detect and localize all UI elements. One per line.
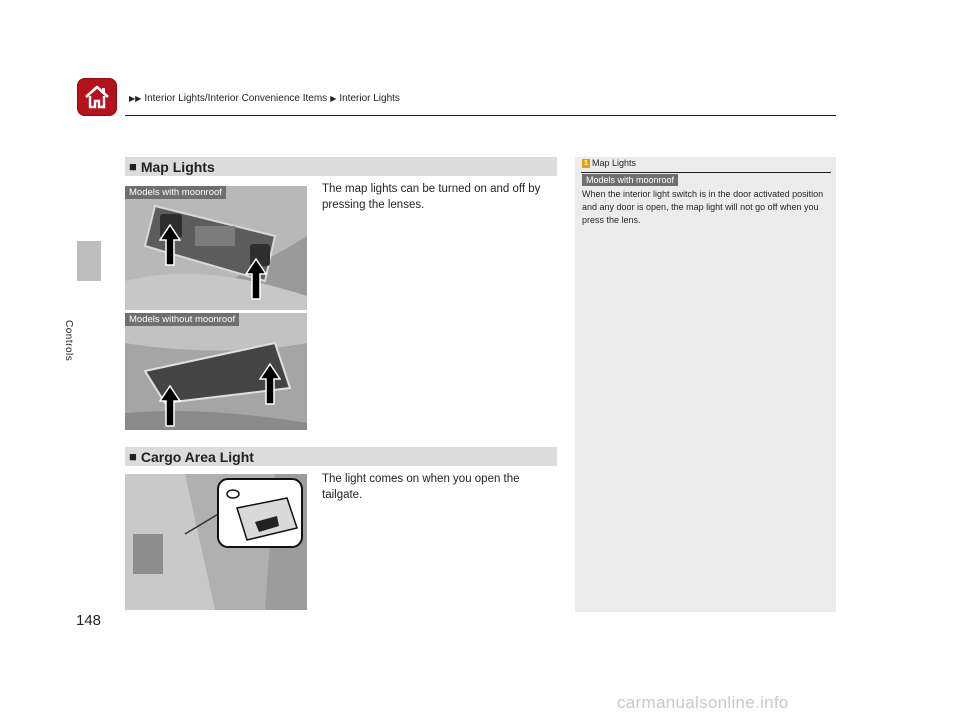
up-arrow-icon bbox=[159, 224, 181, 266]
breadcrumb-item[interactable]: Interior Lights bbox=[339, 93, 400, 104]
page-number: 148 bbox=[76, 612, 102, 629]
map-light-no-moonroof-image bbox=[125, 313, 307, 430]
square-bullet-icon: ■ bbox=[129, 449, 137, 464]
note-title-text: Map Lights bbox=[592, 158, 637, 168]
side-tab-marker bbox=[77, 241, 101, 281]
home-button[interactable] bbox=[77, 78, 117, 116]
map-lights-description: The map lights can be turned on and off by pressing the lenses. bbox=[322, 183, 541, 211]
image-label: Models with moonroof bbox=[125, 186, 226, 199]
note-icon: 1 bbox=[582, 159, 590, 168]
breadcrumb-arrow-icon: ▶ bbox=[330, 93, 337, 103]
section-title: Cargo Area Light bbox=[140, 448, 254, 465]
section-title: Map Lights bbox=[140, 158, 215, 175]
header-divider bbox=[125, 115, 836, 116]
note-divider bbox=[581, 172, 831, 173]
cargo-light-description: The light comes on when you open the tailgate. bbox=[322, 473, 520, 501]
map-light-moonroof-image bbox=[125, 186, 307, 310]
side-tab-label: Controls bbox=[63, 320, 74, 362]
light-detail-callout bbox=[217, 478, 303, 548]
section-heading-cargo-area-light bbox=[125, 447, 557, 466]
breadcrumb bbox=[129, 93, 400, 104]
up-arrow-icon bbox=[259, 363, 281, 405]
breadcrumb-arrow-icon: ▶▶ bbox=[129, 93, 142, 103]
note-text: When the interior light switch is in the door activated position and any door is open, the map light will not go off when you press the lens. bbox=[582, 189, 824, 225]
section-heading-map-lights bbox=[125, 157, 557, 176]
cargo-area-light-image bbox=[125, 474, 307, 610]
up-arrow-icon bbox=[159, 385, 181, 427]
overhead-console-illustration bbox=[125, 186, 307, 310]
image-label: Models without moonroof bbox=[125, 313, 239, 326]
watermark: carmanualsonline.info bbox=[617, 693, 789, 712]
up-arrow-icon bbox=[245, 258, 267, 300]
square-bullet-icon: ■ bbox=[129, 159, 137, 174]
note-panel-title bbox=[582, 158, 636, 168]
model-badge: Models with moonroof bbox=[582, 174, 678, 186]
home-icon bbox=[83, 83, 111, 111]
breadcrumb-item[interactable]: Interior Lights/Interior Convenience Items bbox=[144, 93, 328, 104]
